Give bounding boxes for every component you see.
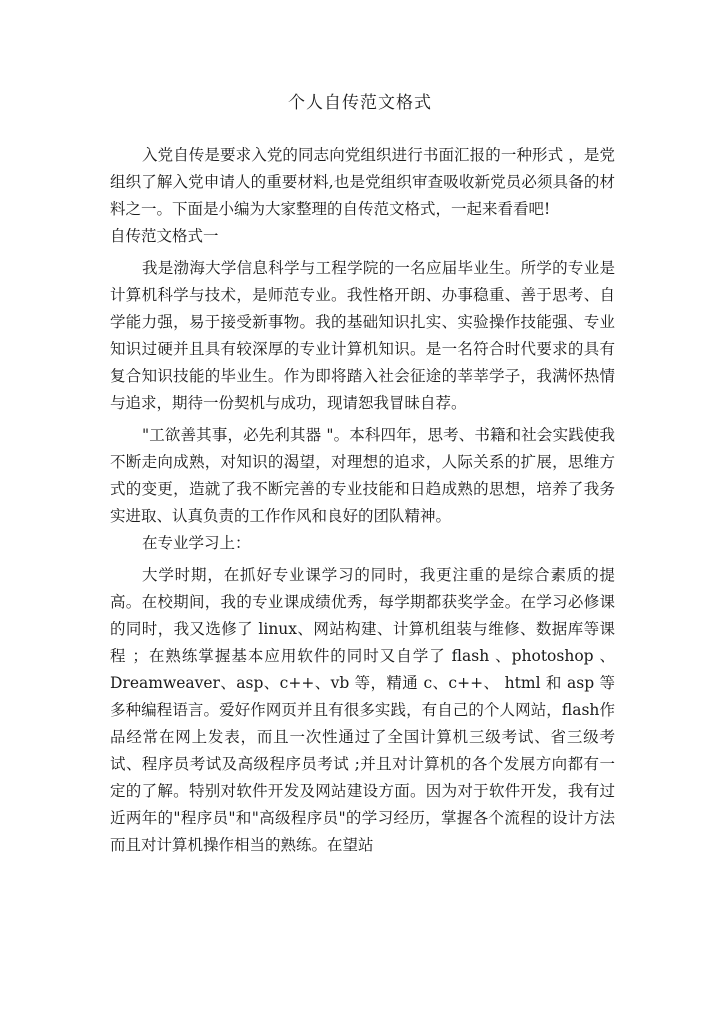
document-title: 个人自传范文格式 bbox=[288, 93, 432, 113]
section-heading: 自传范文格式一 bbox=[110, 227, 219, 245]
intro-paragraph: 入党自传是要求入党的同志向党组织进行书面汇报的一种形式 ，是党组织了解入党申请人的重要材料,也是党组织审查吸收新党员必须具备的材料之一。下面是小编为大家整理的自传范文格式，一起来看看吧! bbox=[110, 146, 615, 218]
self-introduction-paragraph: 我是渤海大学信息科学与工程学院的一名应届毕业生。所学的专业是计算机科学与技术，是师范专业。我性格开朗、办事稳重、善于思考、自学能力强，易于接受新事物。我的基础知识扎实、实验操作技能强、专业知识过硬并且具有较深厚的专业计算机知识。是一名符合时代要求的具有复合知识技能的毕业生。作为即将踏入社会征途的莘莘学子，我满怀热情与追求，期待一份契机与成功，现请恕我冒昧自荐。 bbox=[110, 259, 615, 412]
quote-paragraph: "工欲善其事，必先利其器 "。本科四年，思考、书籍和社会实践使我不断走向成熟，对知识的渴望，对理想的追求，人际关系的扩展，思维方式的变更，造就了我不断完善的专业技能和日趋成熟的思想，培养了我务实进取、认真负责的工作作风和良好的团队精神。 bbox=[110, 426, 615, 525]
study-subheading: 在专业学习上： bbox=[142, 534, 251, 552]
document-body bbox=[110, 142, 615, 859]
study-paragraph: 大学时期，在抓好专业课学习的同时，我更注重的是综合素质的提高。在校期间，我的专业课成绩优秀，每学期都获奖学金。在学习必修课的同时，我又选修了 linux、网站构建、计算机组装与维修、数据库等课程 ；在熟练掌握基本应用软件的同时又自学了 flash 、photoshop 、Dreamweaver、asp、c++、vb 等，精通 c、c++、 html 和 asp 等多种编程语言。爱好作网页并且有很多实践，有自己的个人网站，flash作品经常在网上发表，而且一次性通过了全国计算机三级考试、省三级考试、程序员考试及高级程序员考试 ;并且对计算机的各个发展方向都有一定的了解。特别对软件开发及网站建设方面。因为对于软件开发，我有过近两年的"程序员"和"高级程序员"的学习经历，掌握各个流程的设计方法而且对计算机操作相当的熟练。在望站 bbox=[110, 566, 615, 854]
